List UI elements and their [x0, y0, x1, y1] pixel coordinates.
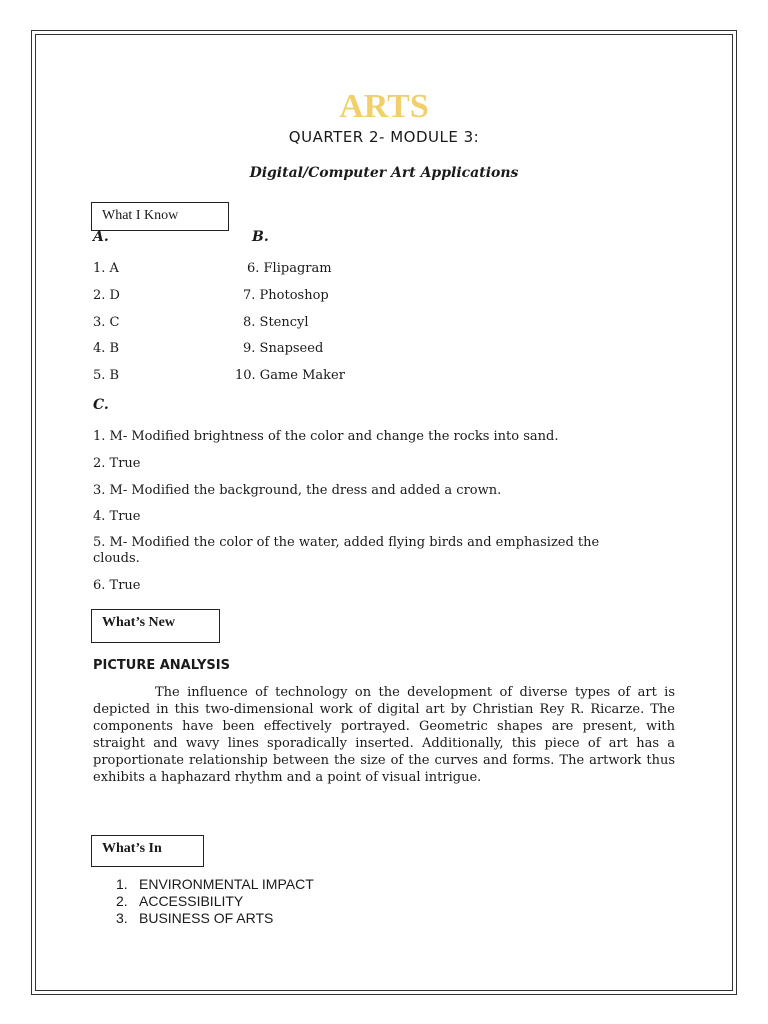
answer-a-2: 2. D: [93, 288, 120, 303]
module-title: Digital/Computer Art Applications: [249, 165, 519, 181]
picture-analysis-heading: PICTURE ANALYSIS: [93, 658, 230, 673]
answer-c-6: 6. True: [93, 578, 141, 593]
answer-a-3: 3. C: [93, 315, 120, 330]
answer-c-1: 1. M- Modified brightness of the color and change the rocks into sand.: [93, 429, 559, 444]
answer-a-1: 1. A: [93, 261, 119, 276]
page-title: ARTS: [339, 88, 429, 125]
whats-in-list: [116, 876, 314, 927]
answer-b-10: 10. Game Maker: [235, 368, 345, 383]
page-subtitle: QUARTER 2- MODULE 3:: [288, 128, 480, 146]
picture-analysis-paragraph: The influence of technology on the development of diverse types of art is depicted in this two-dimensional work of digital art by Christian Rey R. Ricarze. The components have been effectively portrayed. Geometric shapes are present, with straight and wavy lines sporadically inserted. Additionally, this piece of art has a proportionate relationship between the size of the curves and forms. The artwork thus exhibits a haphazard rhythm and a point of visual intrigue.: [93, 685, 675, 785]
answer-c-5: 5. M- Modified the color of the water, added flying birds and emphasized the clouds.: [93, 535, 600, 566]
col-a-header: A.: [93, 229, 109, 245]
answer-c-3: 3. M- Modified the background, the dress and added a crown.: [93, 483, 502, 498]
list-item: 1. ENVIRONMENTAL IMPACT: [116, 876, 314, 892]
answer-b-6: 6. Flipagram: [247, 261, 332, 276]
list-item: 3. BUSINESS OF ARTS: [116, 910, 274, 926]
answer-c-2: 2. True: [93, 456, 141, 471]
answer-c-4: 4. True: [93, 509, 141, 524]
list-item: 2. ACCESSIBILITY: [116, 893, 244, 909]
answer-a-5: 5. B: [93, 368, 120, 383]
answer-b-9: 9. Snapseed: [243, 341, 324, 356]
col-b-header: B.: [252, 229, 269, 245]
answer-b-7: 7. Photoshop: [243, 288, 329, 303]
answer-a-4: 4. B: [93, 341, 120, 356]
whats-new-label: What’s New: [91, 609, 220, 643]
answer-b-8: 8. Stencyl: [243, 315, 309, 330]
whats-in-label: What’s In: [91, 835, 204, 867]
what-i-know-label: What I Know: [91, 202, 229, 231]
col-c-header: C.: [93, 397, 109, 413]
